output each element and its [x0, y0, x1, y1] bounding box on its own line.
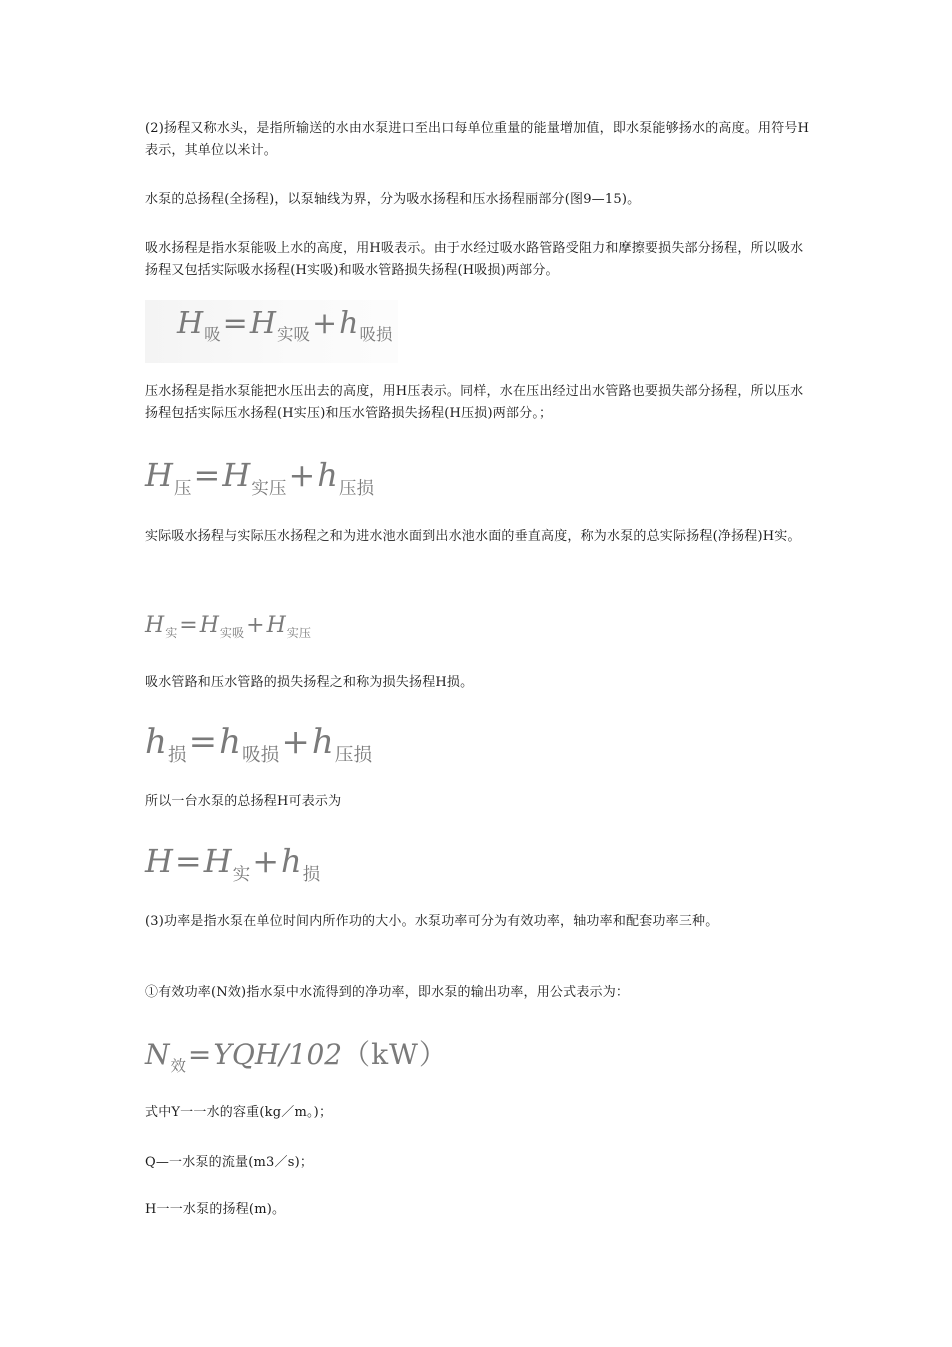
formula-sub: 吸损	[242, 745, 280, 767]
formula-plus: +	[252, 842, 280, 880]
formula-sub: 实压	[286, 626, 311, 641]
formula-total-head	[145, 838, 320, 898]
paragraph-loss-head: 吸水管路和压水管路的损失扬程之和称为损失扬程H损。	[145, 675, 474, 690]
formula-var: H	[145, 456, 173, 494]
definition-head: H一一水泵的扬程(m)。	[145, 1202, 286, 1217]
formula-eq: =	[222, 306, 248, 341]
formula-var: H	[177, 306, 204, 341]
formula-sub: 效	[170, 1056, 186, 1075]
paragraph-total-head: 水泵的总扬程(全扬程)，以泵轴线为界，分为吸水扬程和压水扬程丽部分(图9—15)。	[145, 192, 641, 207]
formula-plus: +	[311, 306, 338, 341]
formula-eq: =	[174, 842, 202, 880]
paragraph-effective-power: ①有效功率(N效)指水泵中水流得到的净功率，即水泵的输出功率，用公式表示为：	[145, 985, 630, 1000]
formula-sub: 实压	[251, 478, 287, 499]
formula-unit: （kW）	[342, 1038, 448, 1071]
formula-expression: YQH/102	[213, 1038, 343, 1071]
formula-var: h	[311, 722, 334, 762]
formula-eq: =	[193, 456, 221, 494]
paragraph-head-definition: (2)扬程又称水头，是指所输送的水由水泵进口至出口每单位重量的能量增加值，即水泵能够扬水的高度。用符号H表示，其单位以米计。	[145, 121, 810, 158]
paragraph-actual-head: 实际吸水扬程与实际压水扬程之和为进水池水面到出水池水面的垂直高度，称为水泵的总实际扬程(净扬程)H实。	[145, 529, 801, 544]
formula-var: H	[199, 613, 219, 638]
formula-sub: 压	[173, 478, 192, 499]
formula-eq: =	[187, 1038, 212, 1071]
formula-sub: 压损	[334, 745, 373, 767]
formula-var: h	[339, 306, 359, 341]
formula-loss-head	[145, 717, 372, 781]
formula-var: h	[281, 842, 302, 880]
formula-sub: 实	[165, 626, 178, 641]
formula-plus: +	[281, 722, 310, 762]
formula-actual-head	[145, 610, 311, 649]
formula-var: H	[222, 456, 251, 494]
paragraph-suction-head: 吸水扬程是指水泵能吸上水的高度，用H吸表示。由于水经过吸水路管路受阻力和摩擦要损失部分扬程，所以吸水扬程又包括实际吸水扬程(H实吸)和吸水管路损失扬程(H吸损)两部分。	[145, 241, 804, 278]
paragraph-power: (3)功率是指水泵在单位时间内所作功的大小。水泵功率可分为有效功率，轴功率和配套功率三种。	[145, 914, 719, 929]
formula-pressure-head	[145, 452, 374, 512]
formula-var: h	[317, 456, 338, 494]
paragraph-total-head-expression: 所以一台水泵的总扬程H可表示为	[145, 794, 342, 809]
formula-eq: =	[179, 613, 198, 638]
paragraph-pressure-head: 压水扬程是指水泵能把水压出去的高度，用H压表示。同样，水在压出经过出水管路也要损失部分扬程，所以压水扬程包括实际压水扬程(H实压)和压水管路损失扬程(H压损)两部分。；	[145, 384, 804, 421]
formula-var: H	[145, 842, 173, 880]
formula-var: N	[145, 1038, 170, 1071]
definition-flow: Q—一水泵的流量(m3／s)；	[145, 1155, 314, 1170]
formula-effective-power	[145, 1033, 448, 1088]
formula-suction-head	[145, 300, 398, 363]
formula-var: h	[219, 722, 241, 762]
formula-var: H	[203, 842, 232, 880]
formula-plus: +	[246, 613, 265, 638]
formula-sub: 实吸	[276, 325, 310, 345]
formula-sub: 损	[302, 864, 321, 885]
formula-var: H	[249, 306, 276, 341]
formula-plus: +	[288, 456, 316, 494]
formula-sub: 损	[167, 745, 187, 767]
formula-sub: 吸	[204, 325, 221, 345]
formula-eq: =	[188, 722, 218, 762]
definition-specific-weight: 式中Y一一水的容重(kg／m。)；	[145, 1105, 333, 1120]
formula-sub: 压损	[338, 478, 375, 499]
formula-var: H	[145, 613, 165, 638]
formula-var: H	[266, 613, 286, 638]
formula-sub: 吸损	[359, 325, 393, 345]
formula-sub: 实	[232, 864, 251, 885]
formula-var: h	[145, 722, 167, 762]
formula-sub: 实吸	[219, 626, 245, 641]
